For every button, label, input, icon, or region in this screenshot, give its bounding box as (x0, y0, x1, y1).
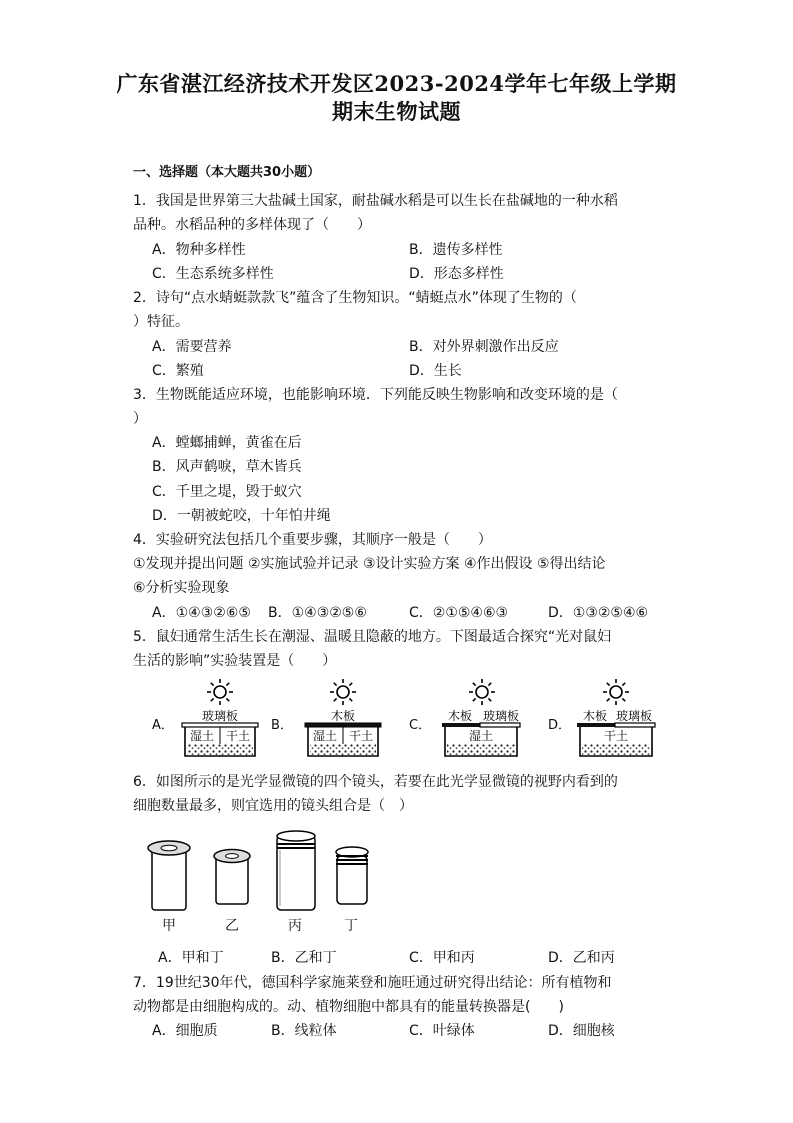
apparatus-c-cover-label-1: 木板 (447, 709, 473, 723)
apparatus-b-cover-label: 木板 (330, 709, 356, 723)
q6-option-a: A．甲和丁 (158, 950, 224, 966)
apparatus-b-soil-label-2: 干土 (348, 729, 374, 743)
question-4-line-1: 4．实验研究法包括几个重要步骤，其顺序一般是（ ） (133, 532, 492, 548)
apparatus-b-soil-label-1: 湿土 (312, 729, 338, 743)
question-6-line-1: 6．如图所示的是光学显微镜的四个镜头，若要在此光学显微镜的视野内看到的 (133, 774, 618, 790)
question-4-line-3: ⑥分析实验现象 (133, 580, 230, 596)
apparatus-c-cover-label-2: 玻璃板 (482, 709, 520, 723)
page-title-line2: 期末生物试题 (332, 99, 461, 124)
lens-label-jia: 甲 (162, 918, 176, 934)
question-2-line-2: ）特征。 (133, 314, 189, 330)
sun-icon (469, 679, 495, 705)
q7-option-b: B．线粒体 (271, 1023, 337, 1039)
sun-icon (207, 679, 233, 705)
q2-option-c: C．繁殖 (152, 363, 204, 379)
question-3-line-1: 3．生物既能适应环境，也能影响环境．下列能反映生物影响和改变环境的是（ (133, 387, 618, 403)
q5-option-d: D． (548, 718, 572, 733)
apparatus-a (182, 679, 258, 756)
question-1-line-1: 1．我国是世界第三大盐碱土国家，耐盐碱水稻是可以生长在盐碱地的一种水稻 (133, 193, 618, 209)
lens-ding (336, 847, 368, 904)
apparatus-a-soil-label-1: 湿土 (189, 729, 215, 743)
q3-option-b: B．风声鹤唳，草木皆兵 (152, 459, 302, 475)
q1-option-d: D．形态多样性 (409, 266, 504, 282)
lens-label-bing: 丙 (288, 918, 302, 934)
section-heading: 一、选择题（本大题共30小题） (133, 165, 321, 180)
apparatus-d (577, 679, 655, 756)
question-1-line-2: 品种。水稻品种的多样体现了（ ） (133, 217, 371, 233)
question-2-line-1: 2．诗句“点水蜻蜓款款飞”蕴含了生物知识。“蜻蜓点水”体现了生物的（ (133, 290, 577, 306)
q3-option-d: D．一朝被蛇咬，十年怕井绳 (152, 508, 331, 524)
q5-option-c: C． (409, 718, 432, 733)
q4-option-d: D．①③②⑤④⑥ (548, 605, 649, 621)
question-3-line-2: ） (133, 411, 147, 427)
q1-option-a: A．物种多样性 (152, 242, 246, 258)
q4-option-c: C．②①⑤④⑥③ (409, 605, 509, 621)
question-7-line-2: 动物都是由细胞构成的。动、植物细胞中都具有的能量转换器是( ) (133, 999, 564, 1015)
apparatus-d-cover-label-2: 玻璃板 (615, 709, 653, 723)
apparatus-b (305, 679, 381, 756)
apparatus-a-cover-label: 玻璃板 (201, 709, 239, 723)
q3-option-a: A．螳螂捕蝉，黄雀在后 (152, 435, 302, 451)
lens-jia (148, 841, 190, 910)
q5-option-b: B． (271, 718, 293, 733)
question-5-line-2: 生活的影响”实验装置是（ ） (133, 653, 337, 669)
sun-icon (603, 679, 629, 705)
q6-option-b: B．乙和丁 (271, 950, 337, 966)
question-4-line-2: ①发现并提出问题 ②实施试验并记录 ③设计实验方案 ④作出假设 ⑤得出结论 (133, 556, 606, 572)
lens-bing (277, 831, 315, 910)
q1-option-b: B．遗传多样性 (409, 242, 503, 258)
woodlouse-apparatus-figure (140, 678, 680, 758)
question-7-line-1: 7．19世纪30年代，德国科学家施莱登和施旺通过研究得出结论：所有植物和 (133, 975, 612, 991)
apparatus-d-cover-label-1: 木板 (582, 709, 608, 723)
q3-option-c: C．千里之堤，毁于蚁穴 (152, 484, 302, 500)
apparatus-d-soil-label: 干土 (603, 729, 629, 743)
lens-label-yi: 乙 (225, 918, 239, 934)
q6-option-d: D．乙和丙 (548, 950, 615, 966)
q2-option-b: B．对外界刺激作出反应 (409, 339, 559, 355)
q2-option-d: D．生长 (409, 363, 462, 379)
q2-option-a: A．需要营养 (152, 339, 232, 355)
q4-option-b: B．①④③②⑤⑥ (268, 605, 367, 621)
lens-yi (214, 850, 250, 905)
question-5-line-1: 5．鼠妇通常生活生长在潮湿、温暖且隐蔽的地方。下图最适合探究“光对鼠妇 (133, 629, 612, 645)
q5-option-a: A． (152, 718, 174, 733)
page-title: 广东省湛江经济技术开发区2023-2024学年七年级上学期 (116, 71, 677, 96)
question-6-line-2: 细胞数量最多，则宜选用的镜头组合是（ ） (133, 798, 413, 814)
q7-option-a: A．细胞质 (152, 1023, 218, 1039)
apparatus-a-soil-label-2: 干土 (225, 729, 251, 743)
q1-option-c: C．生态系统多样性 (152, 266, 274, 282)
lens-label-ding: 丁 (344, 918, 358, 934)
q7-option-c: C．叶绿体 (409, 1023, 475, 1039)
q4-option-a: A．①④③②⑥⑤ (152, 605, 251, 621)
q6-option-c: C．甲和丙 (409, 950, 475, 966)
apparatus-c (442, 679, 520, 756)
sun-icon (330, 679, 356, 705)
apparatus-c-soil-label: 湿土 (468, 729, 494, 743)
q7-option-d: D．细胞核 (548, 1023, 615, 1039)
